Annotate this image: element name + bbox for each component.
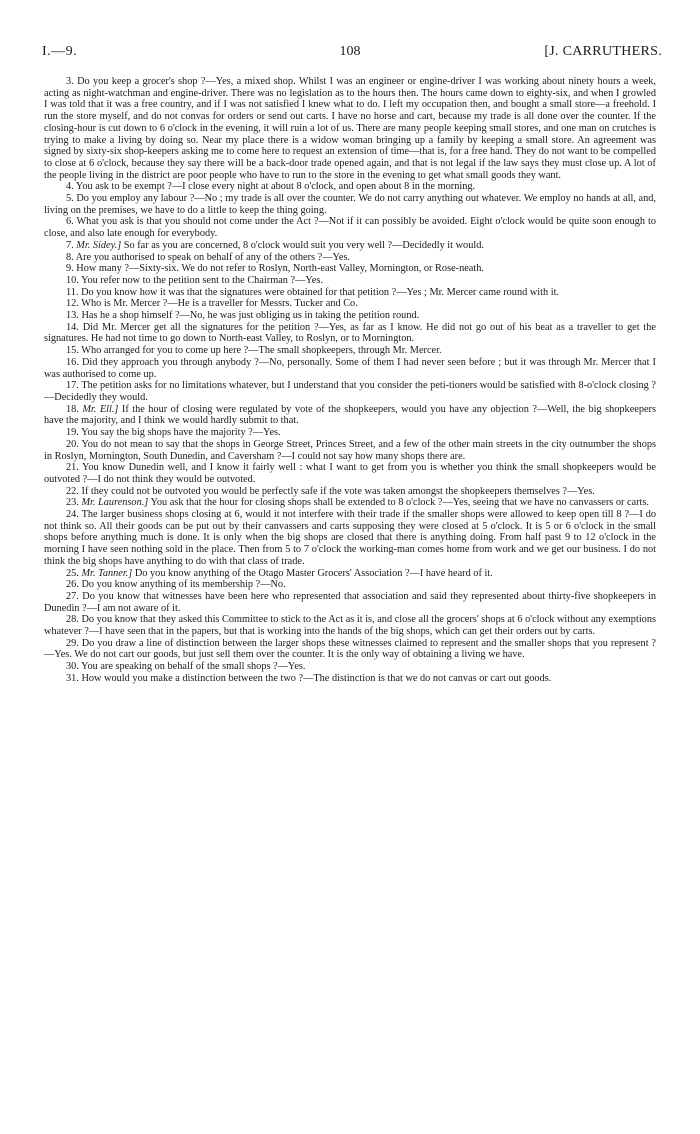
testimony-paragraph bbox=[44, 404, 656, 427]
testimony-paragraph: 14. Did Mr. Mercer get all the signatures for the petition ?—Yes, as far as I know. He did not go out of his beat as a traveller to get the signatures. He had not time to go down to North-east Valley, to Roslyn, or to Mornington. bbox=[44, 321, 656, 345]
testimony-paragraph: 13. Has he a shop himself ?—No, he was just obliging us in taking the petition round. bbox=[66, 310, 420, 322]
testimony-paragraph: 29. Do you draw a line of distinction between the larger shops these witnesses claimed to represent and the smaller shops that you represent ?—Yes. We do not cart our goods, but just sell them over the counter. It is the only way of obtaining a living we have. bbox=[44, 637, 656, 661]
testimony-paragraph: 12. Who is Mr. Mercer ?—He is a traveller for Messrs. Tucker and Co. bbox=[66, 298, 358, 310]
testimony-paragraph: 19. You say the big shops have the majority ?—Yes. bbox=[66, 427, 281, 439]
question-number: 23. bbox=[66, 497, 82, 509]
page-number: 108 bbox=[339, 44, 361, 59]
question-answer-text: You ask that the hour for closing shops shall be extended to 8 o'clock ?—Yes, seeing that we have no canvassers or carts. bbox=[148, 497, 649, 509]
testimony-paragraph: 21. You know Dunedin well, and I know it fairly well : what I want to get from you is whether you think the small shopkeepers would be outvoted ?—I do not think they would be outvoted. bbox=[44, 462, 656, 485]
question-answer-text: So far as you are concerned, 8 o'clock would suit you very well ?—Decidedly it would. bbox=[121, 239, 484, 251]
question-answer-text: If the hour of closing were regulated by vote of the shopkeepers, would you have any objection ?—Well, the big shopkeepers have the majority, and I think we would hardly submit to that. bbox=[44, 403, 656, 427]
testimony-paragraph: 31. How would you make a distinction between the two ?—The distinction is that we do not canvas or cart out goods. bbox=[66, 672, 552, 684]
testimony-paragraph bbox=[44, 568, 656, 580]
testimony-body bbox=[44, 76, 656, 685]
testimony-paragraph: 9. How many ?—Sixty-six. We do not refer to Roslyn, North-east Valley, Mornington, or Rose-neath. bbox=[66, 263, 484, 275]
question-answer-text: Do you know anything of the Otago Master Grocers' Association ?—I have heard of it. bbox=[132, 567, 493, 579]
testimony-paragraph: 6. What you ask is that you should not come under the Act ?—Not if it can possibly be avoided. Eight o'clock would be quite soon enough to close, and also late enough for everybody. bbox=[44, 216, 656, 240]
committee-member: Mr. Ell.] bbox=[82, 403, 119, 415]
committee-member: Mr. Laurenson.] bbox=[81, 497, 149, 509]
testimony-paragraph: 11. Do you know how it was that the signatures were obtained for that petition ?—Yes ; Mr. Mercer came round with it. bbox=[66, 286, 560, 298]
testimony-paragraph: 26. Do you know anything of its membership ?—No. bbox=[66, 579, 286, 591]
paper-reference: I.—9. bbox=[42, 44, 78, 59]
testimony-paragraph bbox=[44, 497, 656, 509]
testimony-paragraph: 27. Do you know that witnesses have been here who represented that association and said they represented about thirty-five shopkeepers in Dunedin ?—I am not aware of it. bbox=[44, 590, 656, 614]
question-number: 18. bbox=[66, 403, 83, 415]
testimony-paragraph: 5. Do you employ any labour ?—No ; my trade is all over the counter. We do not carry anything out whatever. We employ no hands at all, and, living on the premises, we have to do a little to keep the thing going. bbox=[44, 193, 656, 216]
testimony-paragraph: 22. If they could not be outvoted you would be perfectly safe if the vote was taken amongst the shopkeepers themselves ?—Yes. bbox=[66, 485, 595, 497]
testimony-paragraph: 3. Do you keep a grocer's shop ?—Yes, a mixed shop. Whilst I was an engineer or engine-driver I was working about ninety hours a week, acting as night-watchman and engine-driver. There was no legislation as to the hours then. The hours came down to eighty-six, and when I growled I was told that it was a free country, and if I was not satisfied I knew what to do. I left my occupation then, and bought a small store—a freehold. I run the store myself, and do not convas for orders or send out carts. I have no horse and cart, because my trade is all done over the counter. If the closing-hour is cut down to 6 o'clock in the evening, it will ruin a lot of us. There are many people keeping small stores, and one man on crutches is trying to make a living by doing so. Near my place there is a widow woman bringing up a family by keeping a small store. An agreement was signed by sixty-six shop-keepers asking me to come here to request an extension of time—that is, for a free hand. They do not want to be compelled to close at 6 o'clock, because they say there will be a back-door trade opened again, and that is not legal if the law says they must close up. A lot of the people living in the district are poor people who have to run to the store in the evening to get what small goods they want. bbox=[44, 76, 656, 181]
committee-member: Mr. Tanner.] bbox=[81, 567, 133, 579]
page-header bbox=[42, 44, 662, 66]
testimony-paragraph: 15. Who arranged for you to come up here ?—The small shopkeepers, through Mr. Mercer. bbox=[66, 345, 442, 357]
testimony-paragraph: 8. Are you authorised to speak on behalf of any of the others ?—Yes. bbox=[66, 251, 351, 263]
testimony-paragraph: 4. You ask to be exempt ?—I close every night at about 8 o'clock, and open about 8 in the morning. bbox=[66, 181, 476, 193]
testimony-paragraph: 10. You refer now to the petition sent to the Chairman ?—Yes. bbox=[66, 274, 323, 286]
testimony-paragraph bbox=[44, 240, 656, 252]
testimony-paragraph: 24. The larger business shops closing at 6, would it not interfere with their trade if the smaller shops were allowed to keep open till 8 ?—I do not think so. All their goods can be put out by their canvassers and carts supposing they were closed at 5 o'clock. It is 5 or 6 o'clock in the small shops before anything much is done. It is only when the big shops are closed that there is anything doing. From half past 9 to 12 o'clock in the morning I have seen nothing sold in the place. Then from 5 to 7 o'clock the working-man comes home from work and we get our business. I do not think the big shops have anything to do with that class of trade. bbox=[44, 509, 656, 567]
testimony-paragraph: 20. You do not mean to say that the shops in George Street, Princes Street, and a few of the other main streets in the city outnumber the shops in Roslyn, Mornington, South Dunedin, and Caversham ?—I could not say how many shops there are. bbox=[44, 438, 656, 462]
testimony-paragraph: 28. Do you know that they asked this Committee to stick to the Act as it is, and close all the grocers' shops at 6 o'clock without any exemptions whatever ?—I have seen that in the papers, but that is working into the hands of the big shops, which can get their orders out by carts. bbox=[44, 614, 656, 638]
witness-name: [J. CARRUTHERS. bbox=[544, 44, 662, 59]
committee-member: Mr. Sidey.] bbox=[76, 239, 122, 251]
testimony-paragraph: 30. You are speaking on behalf of the small shops ?—Yes. bbox=[66, 661, 306, 673]
question-number: 7. bbox=[66, 239, 77, 251]
testimony-paragraph: 16. Did they approach you through anybody ?—No, personally. Some of them I had never seen before ; but it was through Mr. Mercer that I was authorised to come up. bbox=[44, 356, 656, 380]
document-page bbox=[42, 44, 662, 685]
question-number: 25. bbox=[66, 567, 82, 579]
testimony-paragraph: 17. The petition asks for no limitations whatever, but I understand that you consider the peti-tioners would be satisfied with 8-o'clock closing ?—Decidedly they would. bbox=[44, 380, 656, 403]
